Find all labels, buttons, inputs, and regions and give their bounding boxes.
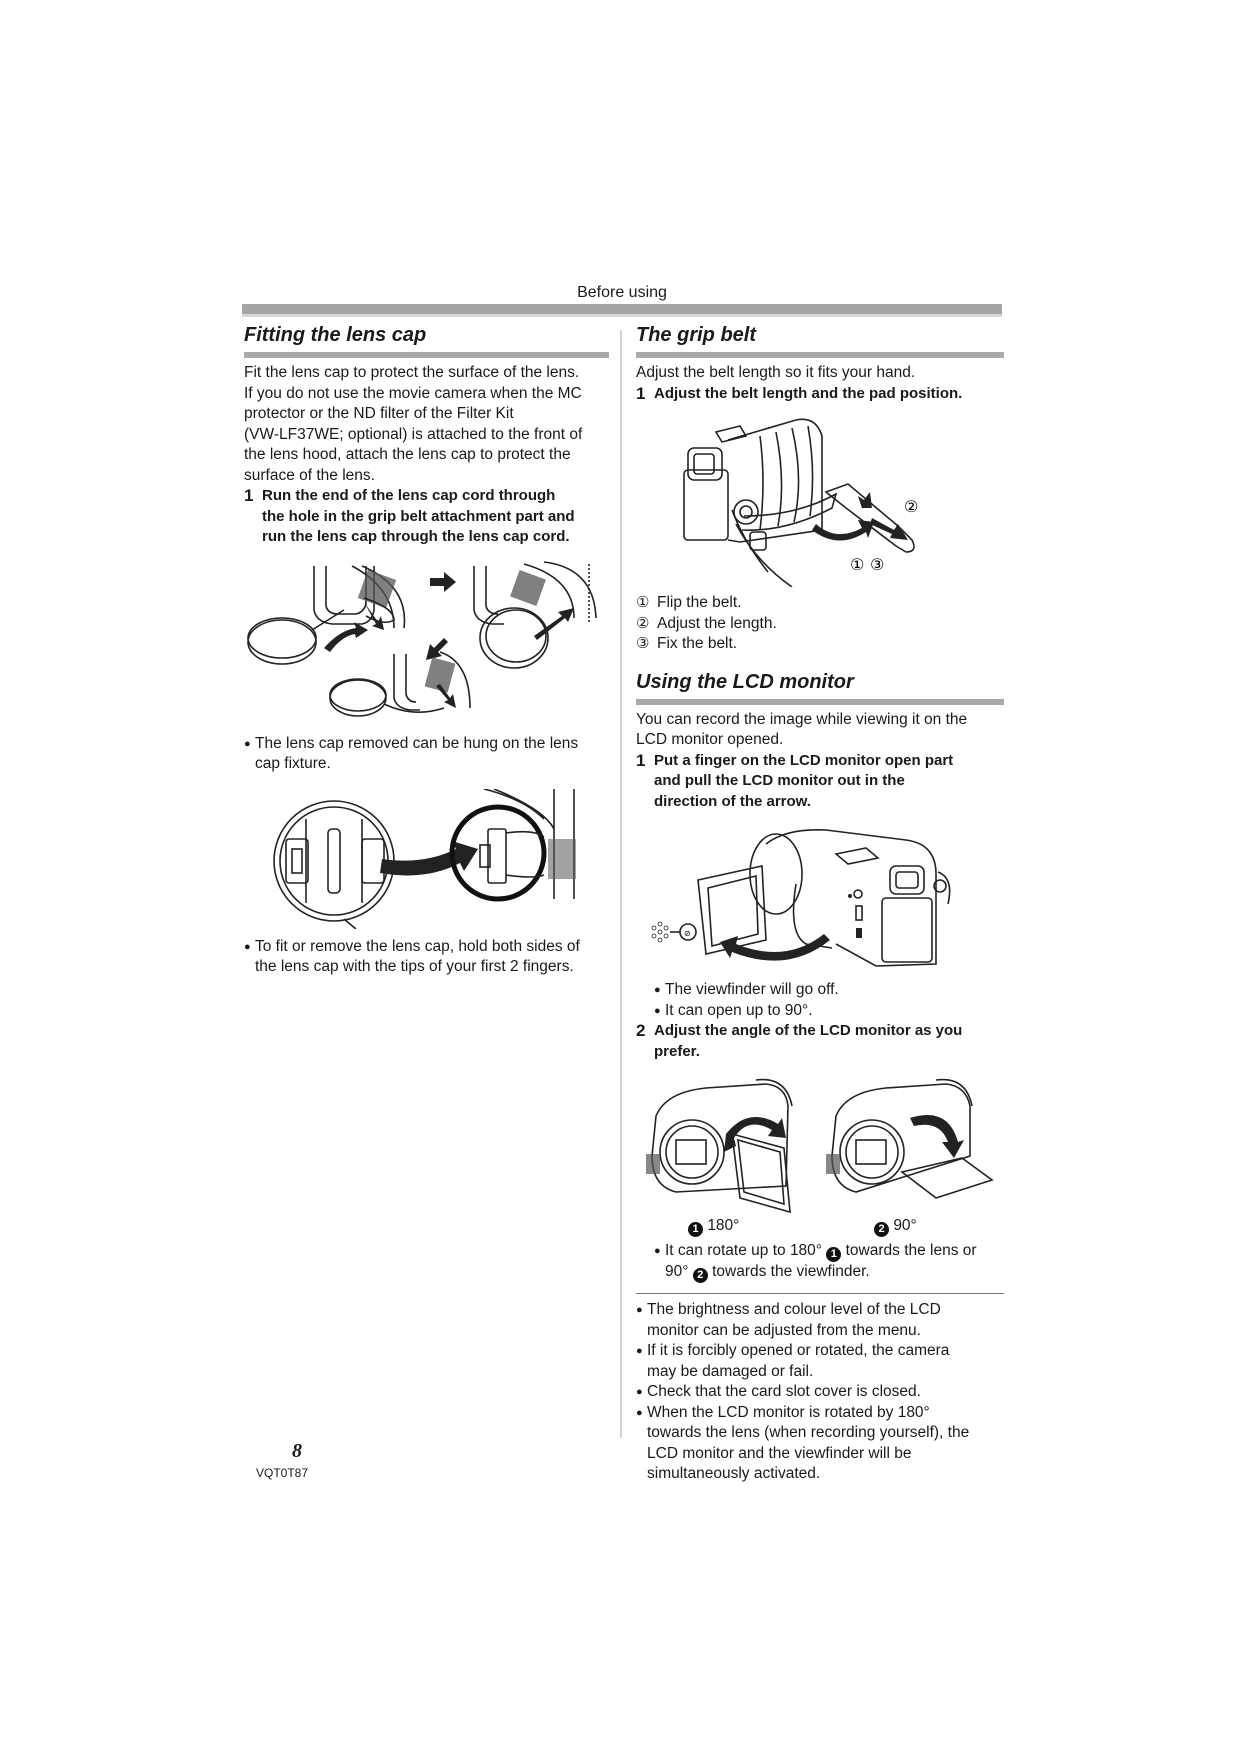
bullet-icon: ●: [636, 1386, 643, 1398]
badge-1-icon: 1: [826, 1247, 841, 1262]
note-line: To fit or remove the lens cap, hold both sides of: [255, 937, 580, 955]
note-line: monitor can be adjusted from the menu.: [647, 1321, 921, 1339]
grip-belt-intro: Adjust the belt length so it fits your hand.: [636, 364, 916, 381]
list-item-text: Fix the belt.: [657, 635, 738, 652]
intro-line: Fit the lens cap to protect the surface of the lens.: [244, 364, 580, 381]
list-item: [636, 593, 1004, 614]
step-line: direction of the arrow.: [654, 792, 811, 810]
list-item-text: Flip the belt.: [657, 594, 742, 611]
badge-2-icon: 2: [693, 1268, 708, 1283]
note-line: The lens cap removed can be hung on the lens: [255, 734, 579, 752]
lcd-step-1-notes: [636, 980, 1004, 1021]
lens-cap-cord-illustration: [244, 558, 609, 728]
callout-3: ③: [870, 555, 885, 574]
notes-divider: [636, 1293, 1004, 1294]
circled-number-icon: ③: [636, 635, 650, 652]
lens-cap-step-1: [244, 486, 609, 548]
lcd-intro-line: LCD monitor opened.: [636, 731, 784, 748]
lens-cap-intro: [244, 363, 609, 486]
step-line: the hole in the grip belt attachment part and: [262, 507, 575, 525]
note-line: If it is forcibly opened or rotated, the camera: [647, 1342, 950, 1359]
step-line: Adjust the angle of the LCD monitor as you: [654, 1022, 963, 1039]
note-item: [654, 1241, 1004, 1283]
note-text: towards the lens or: [845, 1242, 977, 1259]
step-line: and pull the LCD monitor out in the: [654, 772, 905, 789]
lens-cap-fixture-drawing: [244, 789, 609, 929]
badge-1-icon: 1: [688, 1222, 703, 1237]
intro-line: the lens hood, attach the lens cap to protect the: [244, 446, 571, 463]
lens-cap-fixture-illustration: [244, 789, 609, 929]
list-item: [636, 634, 1004, 655]
lens-cap-note-1: [244, 734, 609, 775]
right-column: [636, 320, 1004, 1485]
note-line: cap fixture.: [255, 755, 331, 772]
bullet-icon: ●: [654, 984, 661, 996]
grip-belt-drawing: [636, 412, 1004, 587]
header-rule-shadow: [242, 314, 1002, 317]
note-line: may be damaged or fail.: [647, 1362, 814, 1380]
angle-label-90: [820, 1216, 1004, 1237]
bullet-icon: ●: [244, 940, 251, 953]
note-text: towards the viewfinder.: [712, 1263, 870, 1280]
note-line: towards the lens (when recording yourself), the: [647, 1424, 970, 1441]
lcd-notes: [636, 1300, 1004, 1485]
lcd-open-drawing: [636, 824, 1004, 974]
step-line: prefer.: [654, 1042, 700, 1060]
note-text: It can rotate up to 180°: [665, 1242, 822, 1259]
intro-line: protector or the ND filter of the Filter Kit: [244, 405, 514, 422]
circled-number-icon: ①: [636, 594, 650, 611]
list-item-text: Adjust the length.: [657, 614, 777, 632]
open-mark-icon: ⊘: [684, 929, 691, 938]
callout-2: ②: [904, 497, 919, 516]
angle-value: 180°: [707, 1217, 740, 1234]
section-title-grip-belt: The grip belt: [636, 324, 756, 346]
bullet-icon: ●: [654, 1245, 661, 1257]
note-text: It can open up to 90°.: [665, 1001, 813, 1019]
section-rule: [244, 352, 609, 358]
note-item: [636, 1341, 1004, 1382]
step-number: 1: [244, 486, 254, 505]
angle-value: 90°: [893, 1217, 917, 1234]
lcd-intro-line: You can record the image while viewing it on the: [636, 710, 968, 728]
note-line: simultaneously activated.: [647, 1465, 821, 1482]
note-item: [636, 1382, 1004, 1403]
column-divider: [620, 330, 622, 1438]
note-line: the lens cap with the tips of your first 2 fingers.: [255, 958, 574, 975]
section-title-lcd-monitor: Using the LCD monitor: [636, 670, 854, 693]
section-rule: [636, 352, 1004, 358]
note-text: 90°: [665, 1263, 689, 1280]
lcd-step-1: [636, 751, 1004, 813]
note-item: [636, 1300, 1004, 1341]
bullet-icon: ●: [654, 1004, 661, 1017]
grip-belt-steps-list: [636, 593, 1004, 655]
lcd-open-illustration: [636, 824, 1004, 974]
callout-1: ①: [850, 555, 865, 574]
intro-line: If you do not use the movie camera when the MC: [244, 384, 582, 402]
angle-labels: [636, 1216, 1004, 1237]
note-line: Check that the card slot cover is closed.: [647, 1383, 921, 1400]
step-text: Adjust the belt length and the pad position.: [654, 384, 963, 402]
section-rule: [636, 699, 1004, 705]
note-line: LCD monitor and the viewfinder will be: [647, 1444, 912, 1462]
bullet-icon: ●: [636, 1304, 643, 1316]
note-text: The viewfinder will go off.: [665, 981, 839, 998]
step-line: run the lens cap through the lens cap cord.: [262, 528, 570, 545]
grip-belt-illustration: [636, 412, 1004, 587]
bullet-icon: ●: [636, 1345, 643, 1357]
note-item: [654, 980, 1004, 1001]
step-number: 1: [636, 383, 646, 403]
note-item: [636, 1403, 1004, 1485]
badge-2-icon: 2: [874, 1222, 889, 1237]
running-head: Before using: [577, 284, 667, 301]
step-line: Put a finger on the LCD monitor open part: [654, 751, 954, 769]
page-number: 8: [292, 1440, 302, 1462]
header-rule: [242, 304, 1002, 314]
note-line: When the LCD monitor is rotated by 180°: [647, 1403, 930, 1421]
lens-cap-cord-drawing: [244, 558, 609, 728]
angle-label-180: [636, 1216, 820, 1237]
step-number: 2: [636, 1021, 646, 1040]
intro-line: surface of the lens.: [244, 466, 375, 484]
lcd-rotation-illustration: [636, 1076, 1004, 1214]
bullet-icon: ●: [636, 1406, 643, 1419]
rotation-note: [636, 1241, 1004, 1283]
grip-belt-step-1: [636, 384, 1004, 405]
intro-line: (VW-LF37WE; optional) is attached to the front of: [244, 425, 583, 443]
document-code: VQT0T87: [256, 1466, 309, 1480]
bullet-icon: ●: [244, 737, 251, 750]
circled-number-icon: ②: [636, 614, 650, 632]
step-number: 1: [636, 750, 646, 770]
left-column: [244, 320, 609, 978]
step-line: Run the end of the lens cap cord through: [262, 487, 556, 504]
lcd-step-2: [636, 1021, 1004, 1062]
lens-cap-note-2: [244, 937, 609, 978]
note-line: The brightness and colour level of the LCD: [647, 1301, 941, 1318]
section-title-lens-cap: Fitting the lens cap: [244, 324, 427, 346]
lcd-rotation-drawing: [636, 1076, 1004, 1214]
note-item: [654, 1001, 1004, 1022]
list-item: [636, 614, 1004, 635]
